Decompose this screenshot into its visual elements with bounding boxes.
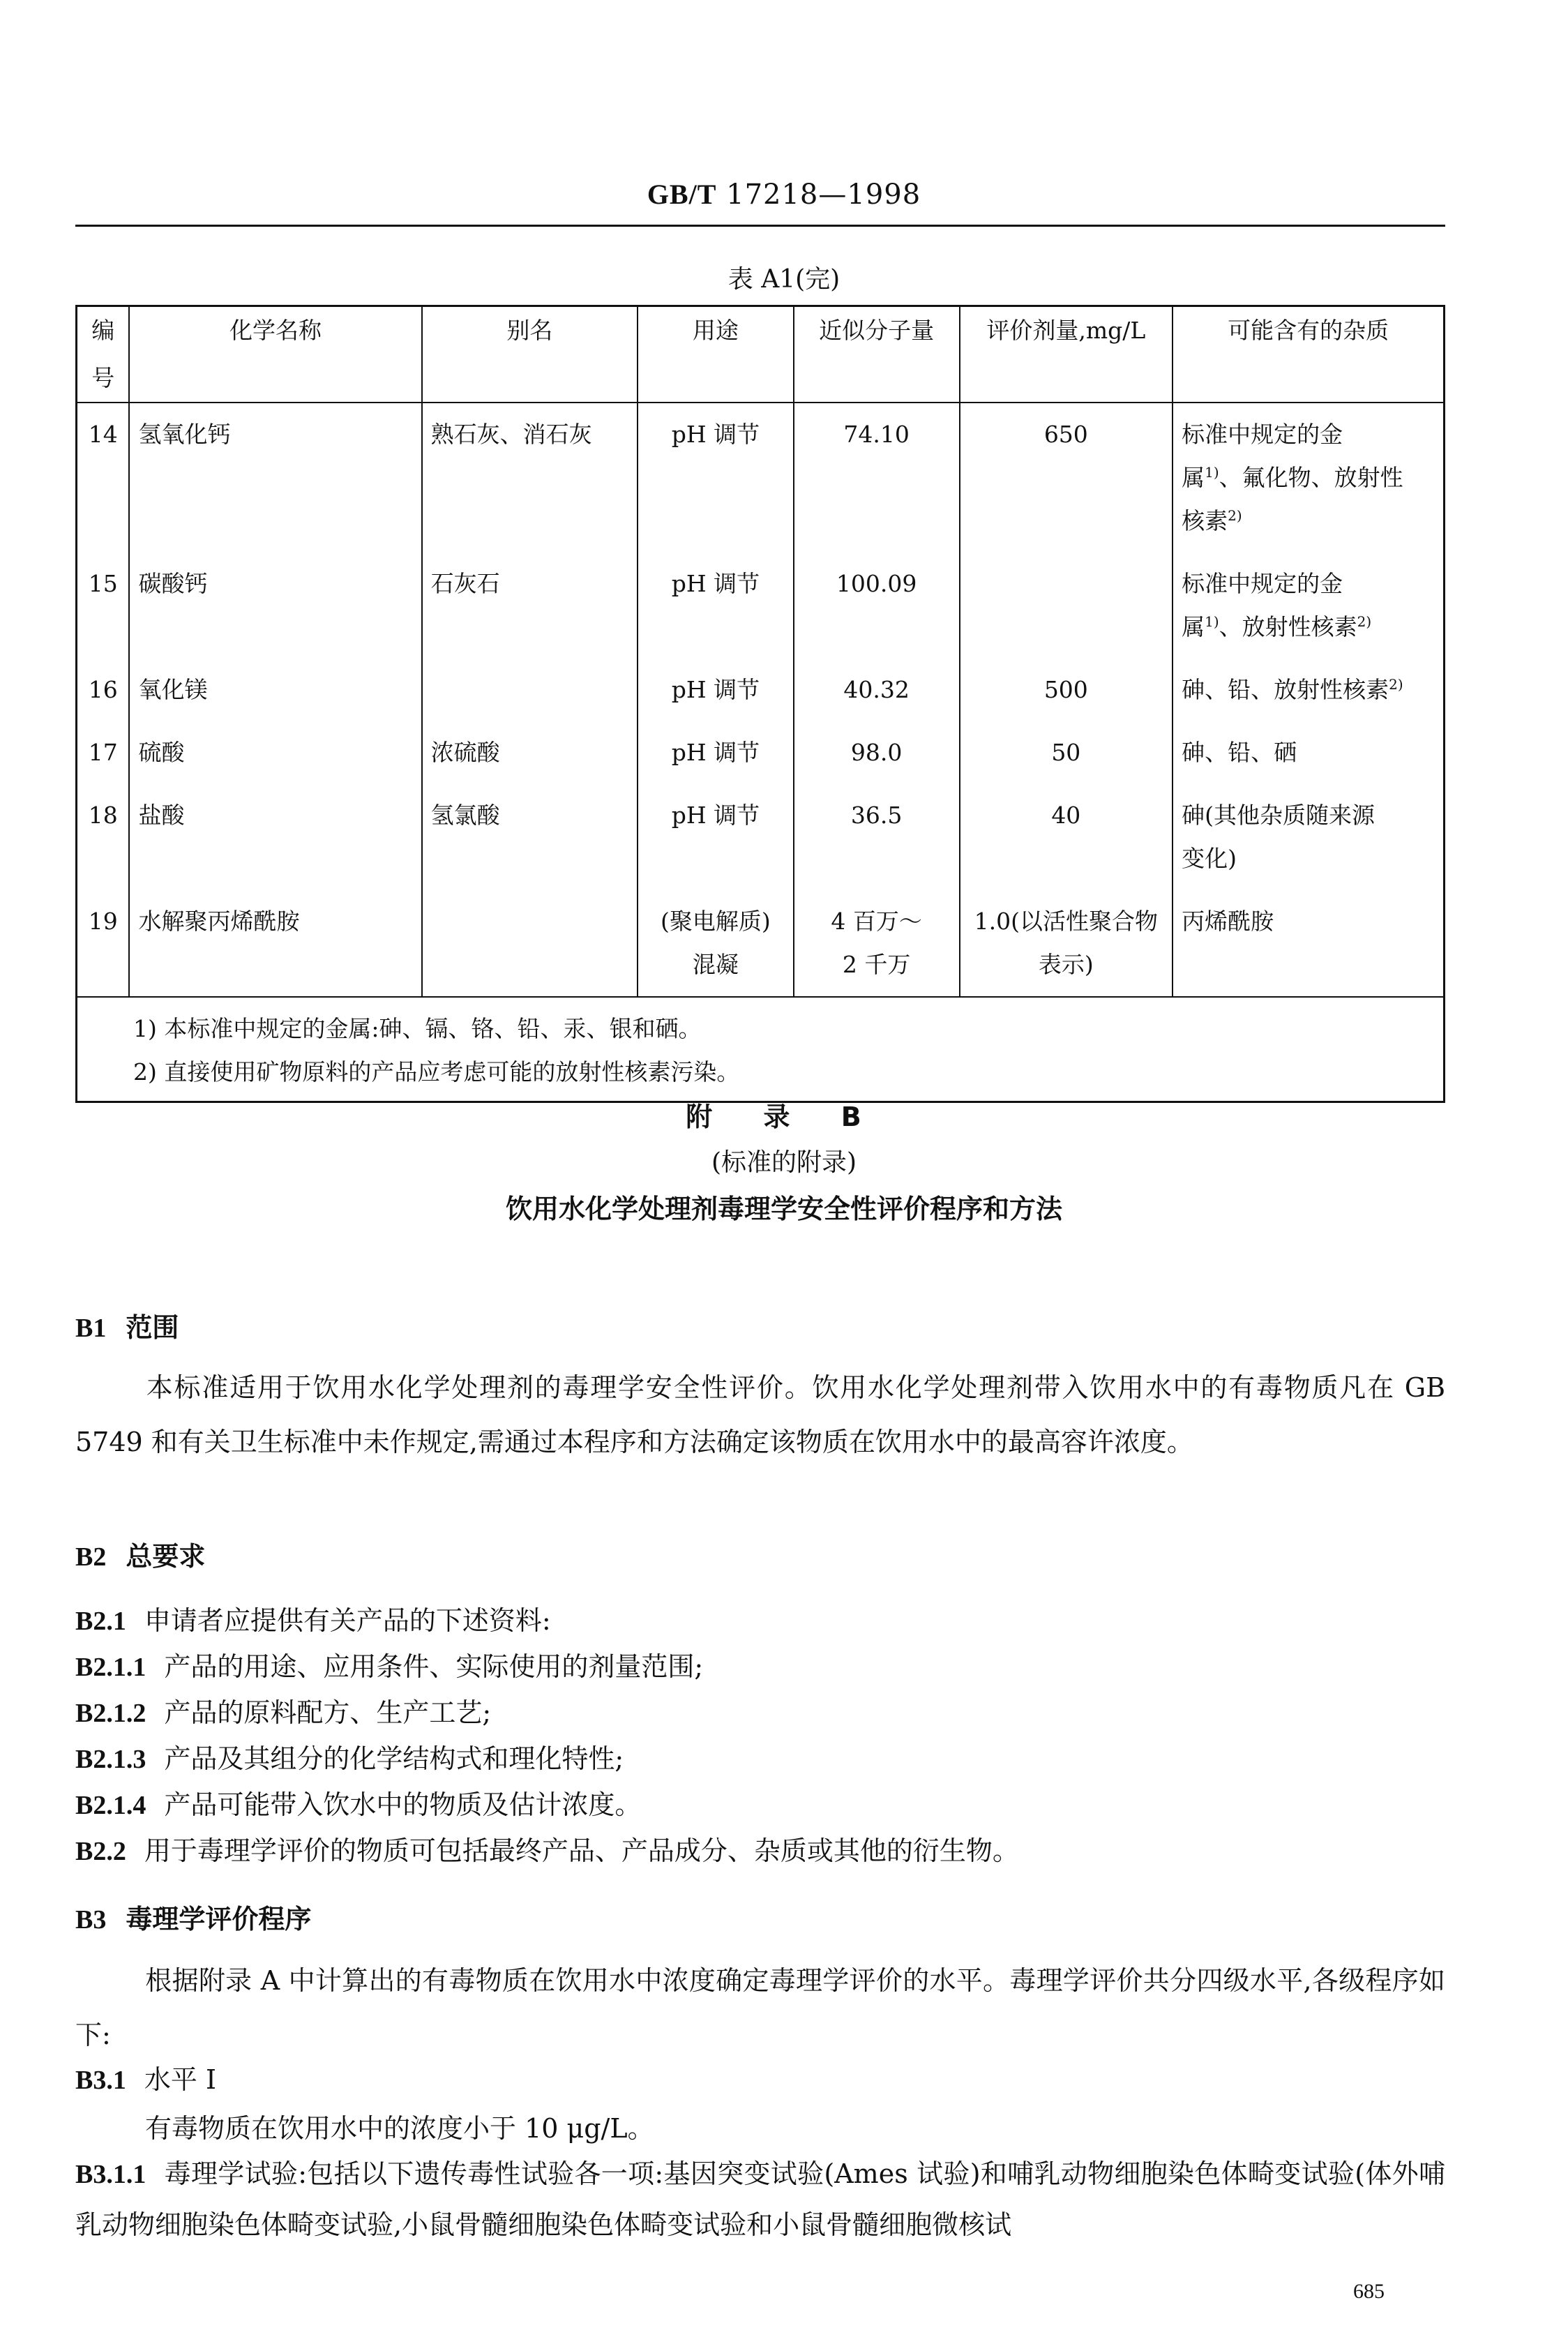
clause-number: B2.1.1 bbox=[75, 1653, 146, 1682]
cell-use: pH 调节 bbox=[638, 784, 794, 890]
col-header-use: 用途 bbox=[638, 306, 794, 403]
section-number: B2 bbox=[75, 1542, 107, 1572]
dose-text: 1.0(以活性聚合物 bbox=[974, 908, 1158, 935]
footnote-ref: 1) bbox=[1205, 613, 1219, 630]
cell-name: 氢氧化钙 bbox=[129, 403, 421, 553]
cell-use: pH 调节 bbox=[638, 403, 794, 553]
table-header-row bbox=[77, 306, 1445, 403]
cell-name: 硫酸 bbox=[129, 721, 421, 784]
cell-alias bbox=[422, 890, 638, 997]
impurity-text: 砷、铅、放射性核素 bbox=[1182, 676, 1389, 703]
clause-number: B2.1 bbox=[75, 1607, 126, 1636]
section-b1-heading bbox=[75, 1306, 179, 1344]
col-header-impurity: 可能含有的杂质 bbox=[1173, 306, 1444, 403]
clause-number: B2.2 bbox=[75, 1837, 126, 1866]
cell-name: 氧化镁 bbox=[129, 659, 421, 721]
clause-text: 毒理学试验:包括以下遗传毒性试验各一项:基因突变试验(Ames 试验)和哺乳动物细胞染色体畸变试验(体外哺乳动物细胞染色体畸变试验,小鼠骨髓细胞染色体畸变试验和小鼠骨髓细胞微核试 bbox=[75, 2158, 1445, 2240]
header-number: 17218—1998 bbox=[726, 179, 921, 211]
table-note-2: 2) 直接使用矿物原料的产品应考虑可能的放射性核素污染。 bbox=[133, 1058, 740, 1085]
cell-alias: 浓硫酸 bbox=[422, 721, 638, 784]
clause-b2-1-2 bbox=[75, 1690, 491, 1736]
cell-no: 15 bbox=[77, 553, 130, 659]
clause-number: B2.1.3 bbox=[75, 1745, 146, 1774]
section-b1-text bbox=[75, 1360, 1445, 1469]
footnote-ref: 2) bbox=[1389, 676, 1403, 693]
cell-no: 14 bbox=[77, 403, 130, 553]
clause-text: 产品的原料配方、生产工艺; bbox=[164, 1697, 492, 1728]
table-note-1: 1) 本标准中规定的金属:砷、镉、铬、铅、汞、银和硒。 bbox=[133, 1015, 702, 1042]
table-row bbox=[77, 890, 1445, 997]
impurity-text: 变化) bbox=[1182, 845, 1237, 872]
impurity-text: 砷(其他杂质随来源 bbox=[1182, 802, 1375, 829]
section-number: B3 bbox=[75, 1905, 107, 1934]
cell-no: 17 bbox=[77, 721, 130, 784]
impurity-text: 标准中规定的金 bbox=[1182, 421, 1343, 448]
col-header-dose: 评价剂量,mg/L bbox=[960, 306, 1173, 403]
footnote-ref: 2) bbox=[1228, 507, 1242, 524]
cell-name: 水解聚丙烯酰胺 bbox=[129, 890, 421, 997]
clause-text: 用于毒理学评价的物质可包括最终产品、产品成分、杂质或其他的衍生物。 bbox=[144, 1835, 1019, 1866]
section-b3-heading bbox=[75, 1898, 311, 1936]
cell-impurity bbox=[1173, 553, 1444, 659]
clause-b3-1 bbox=[75, 2057, 216, 2103]
table-row bbox=[77, 553, 1445, 659]
impurity-text: 标准中规定的金 bbox=[1182, 570, 1343, 597]
col-header-name: 化学名称 bbox=[129, 306, 421, 403]
clause-b2-1 bbox=[75, 1598, 551, 1644]
cell-use: pH 调节 bbox=[638, 553, 794, 659]
mw-text: 4 百万～ bbox=[831, 908, 922, 935]
cell-mw: 36.5 bbox=[794, 784, 960, 890]
paragraph-text: 本标准适用于饮用水化学处理剂的毒理学安全性评价。饮用水化学处理剂带入饮用水中的有毒物质凡在 GB 5749 和有关卫生标准中未作规定,需通过本程序和方法确定该物质在饮用水中的最高容许浓度。 bbox=[75, 1372, 1445, 1457]
cell-impurity: 砷、铅、硒 bbox=[1173, 721, 1444, 784]
cell-dose bbox=[960, 890, 1173, 997]
use-text: (聚电解质) bbox=[661, 908, 771, 935]
cell-mw: 40.32 bbox=[794, 659, 960, 721]
cell-dose: 40 bbox=[960, 784, 1173, 890]
col-header-no: 编号 bbox=[77, 306, 130, 403]
page-number: 685 bbox=[1353, 2280, 1385, 2303]
impurity-text: 属 bbox=[1182, 613, 1205, 640]
table-row bbox=[77, 784, 1445, 890]
section-b3-intro bbox=[75, 1953, 1445, 2062]
col-header-alias: 别名 bbox=[422, 306, 638, 403]
cell-impurity bbox=[1173, 659, 1444, 721]
table-a1 bbox=[75, 305, 1445, 1103]
cell-alias: 石灰石 bbox=[422, 553, 638, 659]
cell-use: pH 调节 bbox=[638, 659, 794, 721]
footnote-ref: 2) bbox=[1357, 613, 1372, 630]
cell-impurity: 丙烯酰胺 bbox=[1173, 890, 1444, 997]
clause-b3-1-1 bbox=[75, 2149, 1445, 2250]
header-rule bbox=[75, 225, 1445, 227]
clause-text: 产品可能带入饮水中的物质及估计浓度。 bbox=[164, 1789, 642, 1820]
clause-text: 申请者应提供有关产品的下述资料: bbox=[144, 1605, 551, 1636]
clause-b2-2 bbox=[75, 1828, 1019, 1875]
clause-text: 产品及其组分的化学结构式和理化特性; bbox=[164, 1743, 624, 1774]
footnote-ref: 1) bbox=[1205, 464, 1219, 481]
cell-name: 碳酸钙 bbox=[129, 553, 421, 659]
table-row bbox=[77, 721, 1445, 784]
impurity-text: 、放射性核素 bbox=[1219, 613, 1357, 640]
cell-alias bbox=[422, 659, 638, 721]
cell-mw bbox=[794, 890, 960, 997]
clause-number: B3.1 bbox=[75, 2066, 126, 2095]
impurity-text: 属 bbox=[1182, 464, 1205, 491]
use-text: 混凝 bbox=[692, 951, 739, 978]
clause-b2-1-3 bbox=[75, 1736, 624, 1782]
appendix-title: 附 录 B bbox=[686, 1102, 882, 1132]
col-header-mw: 近似分子量 bbox=[794, 306, 960, 403]
clause-b2-1-1 bbox=[75, 1644, 703, 1690]
cell-impurity bbox=[1173, 784, 1444, 890]
cell-use bbox=[638, 890, 794, 997]
section-b2-heading bbox=[75, 1535, 205, 1573]
table-row bbox=[77, 659, 1445, 721]
table-title: 表 A1(完) bbox=[728, 265, 840, 294]
appendix-subtitle: (标准的附录) bbox=[711, 1148, 857, 1177]
cell-no: 19 bbox=[77, 890, 130, 997]
cell-impurity bbox=[1173, 403, 1444, 553]
cell-dose: 50 bbox=[960, 721, 1173, 784]
clause-number: B2.1.2 bbox=[75, 1699, 146, 1728]
appendix-name: 饮用水化学处理剂毒理学安全性评价程序和方法 bbox=[505, 1194, 1062, 1224]
mw-text: 2 千万 bbox=[842, 951, 911, 978]
clause-text: 产品的用途、应用条件、实际使用的剂量范围; bbox=[164, 1651, 704, 1682]
clause-b3-1-text: 有毒物质在饮用水中的浓度小于 10 μg/L。 bbox=[145, 2113, 654, 2144]
cell-dose: 650 bbox=[960, 403, 1173, 553]
clause-number: B2.1.4 bbox=[75, 1791, 146, 1820]
clause-text: 水平 I bbox=[144, 2064, 216, 2095]
dose-text: 表示) bbox=[1038, 951, 1094, 978]
section-title: 范围 bbox=[126, 1312, 179, 1343]
table-notes bbox=[77, 997, 1445, 1102]
cell-dose: 500 bbox=[960, 659, 1173, 721]
cell-name: 盐酸 bbox=[129, 784, 421, 890]
cell-no: 16 bbox=[77, 659, 130, 721]
paragraph-text: 根据附录 A 中计算出的有毒物质在饮用水中浓度确定毒理学评价的水平。毒理学评价共分四级水平,各级程序如下: bbox=[75, 1965, 1445, 2050]
section-title: 毒理学评价程序 bbox=[126, 1904, 312, 1934]
header-standard: GB/T bbox=[647, 179, 717, 210]
impurity-text: 核素 bbox=[1182, 507, 1228, 534]
running-header bbox=[0, 178, 1568, 211]
cell-use: pH 调节 bbox=[638, 721, 794, 784]
cell-alias: 熟石灰、消石灰 bbox=[422, 403, 638, 553]
impurity-text: 、氟化物、放射性 bbox=[1219, 464, 1403, 491]
cell-no: 18 bbox=[77, 784, 130, 890]
section-number: B1 bbox=[75, 1314, 107, 1343]
section-title: 总要求 bbox=[126, 1541, 206, 1572]
cell-mw: 100.09 bbox=[794, 553, 960, 659]
cell-mw: 74.10 bbox=[794, 403, 960, 553]
table-row bbox=[77, 403, 1445, 553]
cell-dose bbox=[960, 553, 1173, 659]
cell-mw: 98.0 bbox=[794, 721, 960, 784]
clause-number: B3.1.1 bbox=[75, 2160, 146, 2189]
clause-b2-1-4 bbox=[75, 1782, 641, 1828]
cell-alias: 氢氯酸 bbox=[422, 784, 638, 890]
